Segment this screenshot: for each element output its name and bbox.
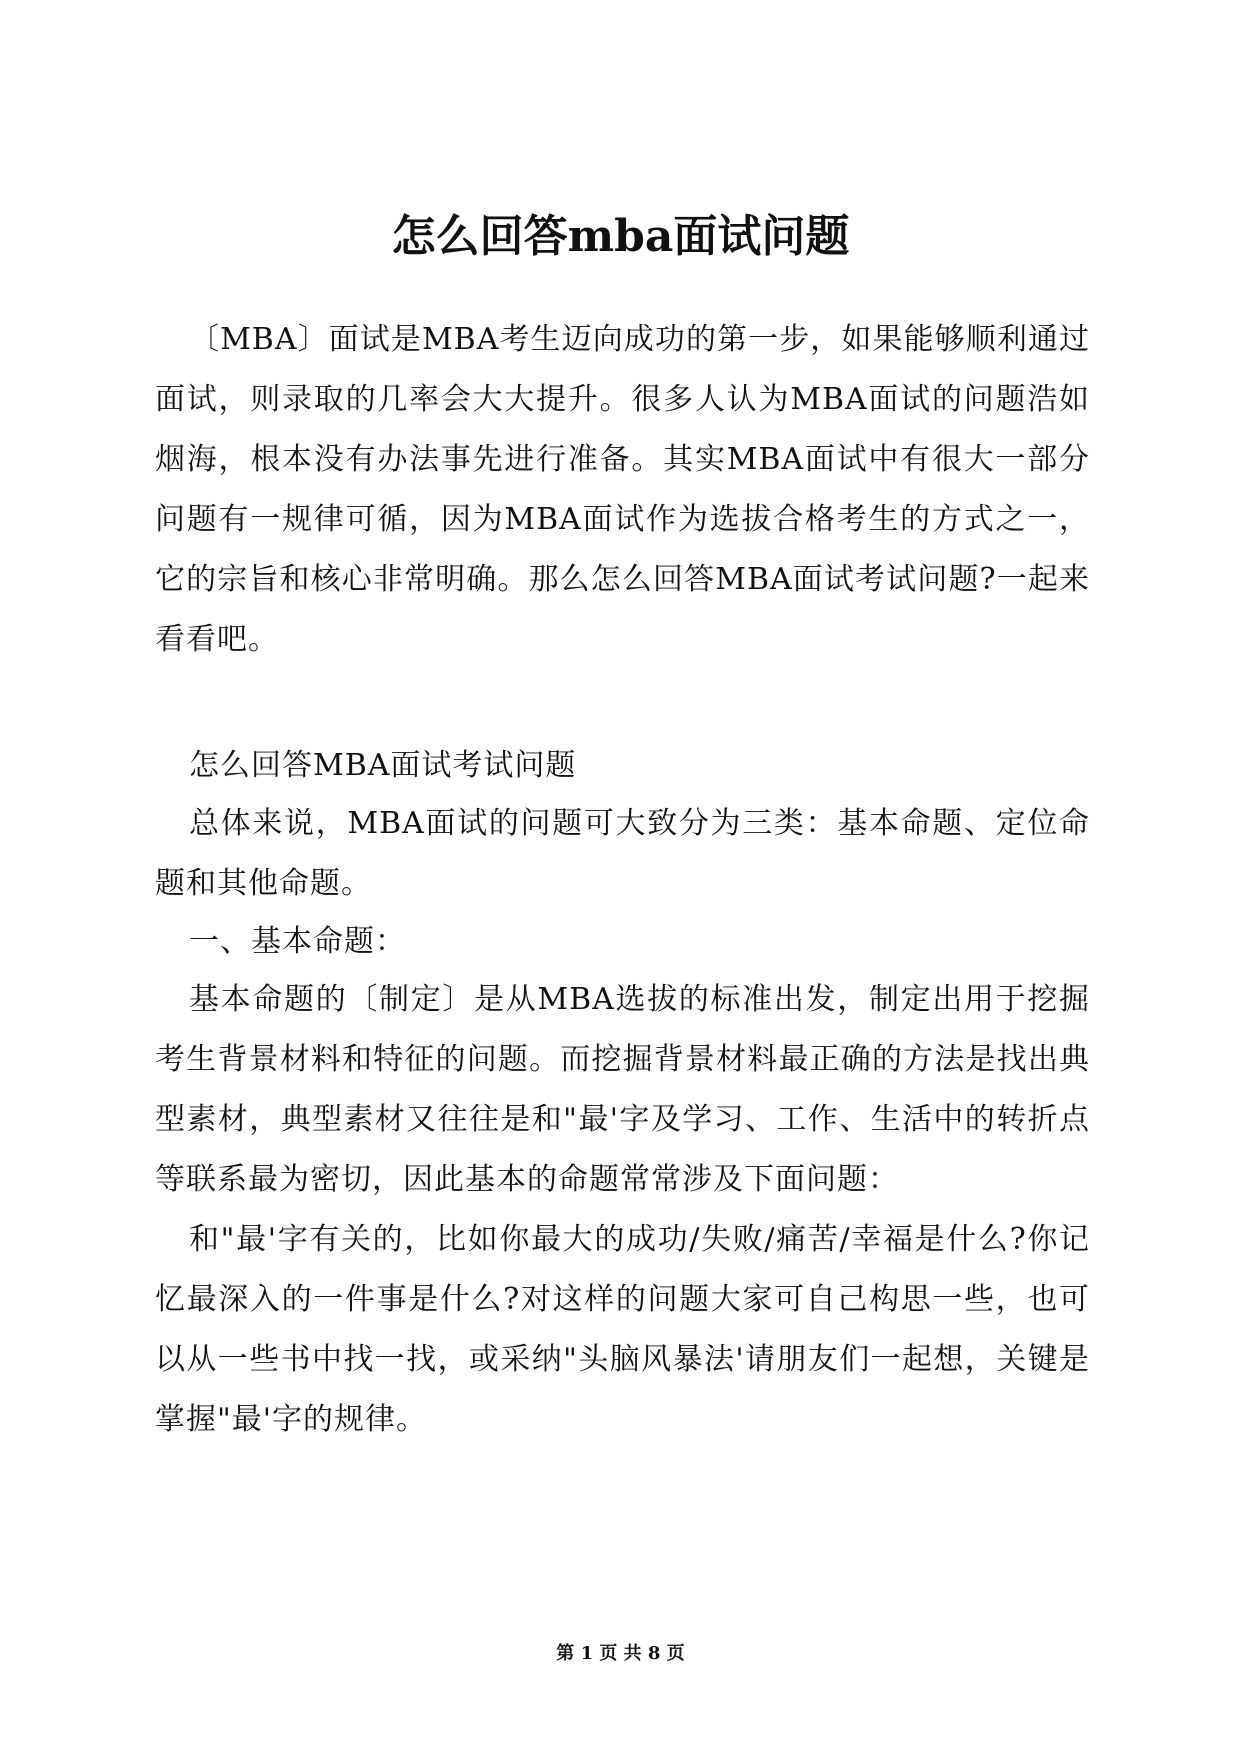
basic-topics-paragraph: 基本命题的〔制定〕是从MBA选拔的标准出发，制定出用于挖掘考生背景材料和特征的问题。而挖掘背景材料最正确的方法是找出典型素材，典型素材又往往是和"最'字及学习、工作、生活中的转折点等联系最为密切，因此基本的命题常常涉及下面问题： bbox=[155, 982, 1090, 1197]
subsection-heading: 一、基本命题： bbox=[189, 924, 406, 959]
document-title: 怎么回答mba面试问题 bbox=[391, 211, 850, 263]
document-body bbox=[155, 310, 1090, 1450]
overview-paragraph: 总体来说，MBA面试的问题可大致分为三类：基本命题、定位命题和其他命题。 bbox=[155, 806, 1090, 901]
page-footer: 第 1 页 共 8 页 bbox=[556, 1643, 685, 1664]
superlative-questions-paragraph: 和"最'字有关的，比如你最大的成功/失败/痛苦/幸福是什么?你记忆最深入的一件事是什么?对这样的问题大家可自己构思一些，也可以从一些书中找一找，或采纳"头脑风暴法'请朋友们一起想，关键是掌握"最'字的规律。 bbox=[155, 1222, 1090, 1437]
intro-paragraph: 〔MBA〕面试是MBA考生迈向成功的第一步，如果能够顺利通过面试，则录取的几率会大大提升。很多人认为MBA面试的问题浩如烟海，根本没有办法事先进行准备。其实MBA面试中有很大一部分问题有一规律可循，因为MBA面试作为选拔合格考生的方式之一，它的宗旨和核心非常明确。那么怎么回答MBA面试考试问题?一起来看看吧。 bbox=[155, 322, 1090, 657]
section-heading: 怎么回答MBA面试考试问题 bbox=[189, 748, 577, 783]
